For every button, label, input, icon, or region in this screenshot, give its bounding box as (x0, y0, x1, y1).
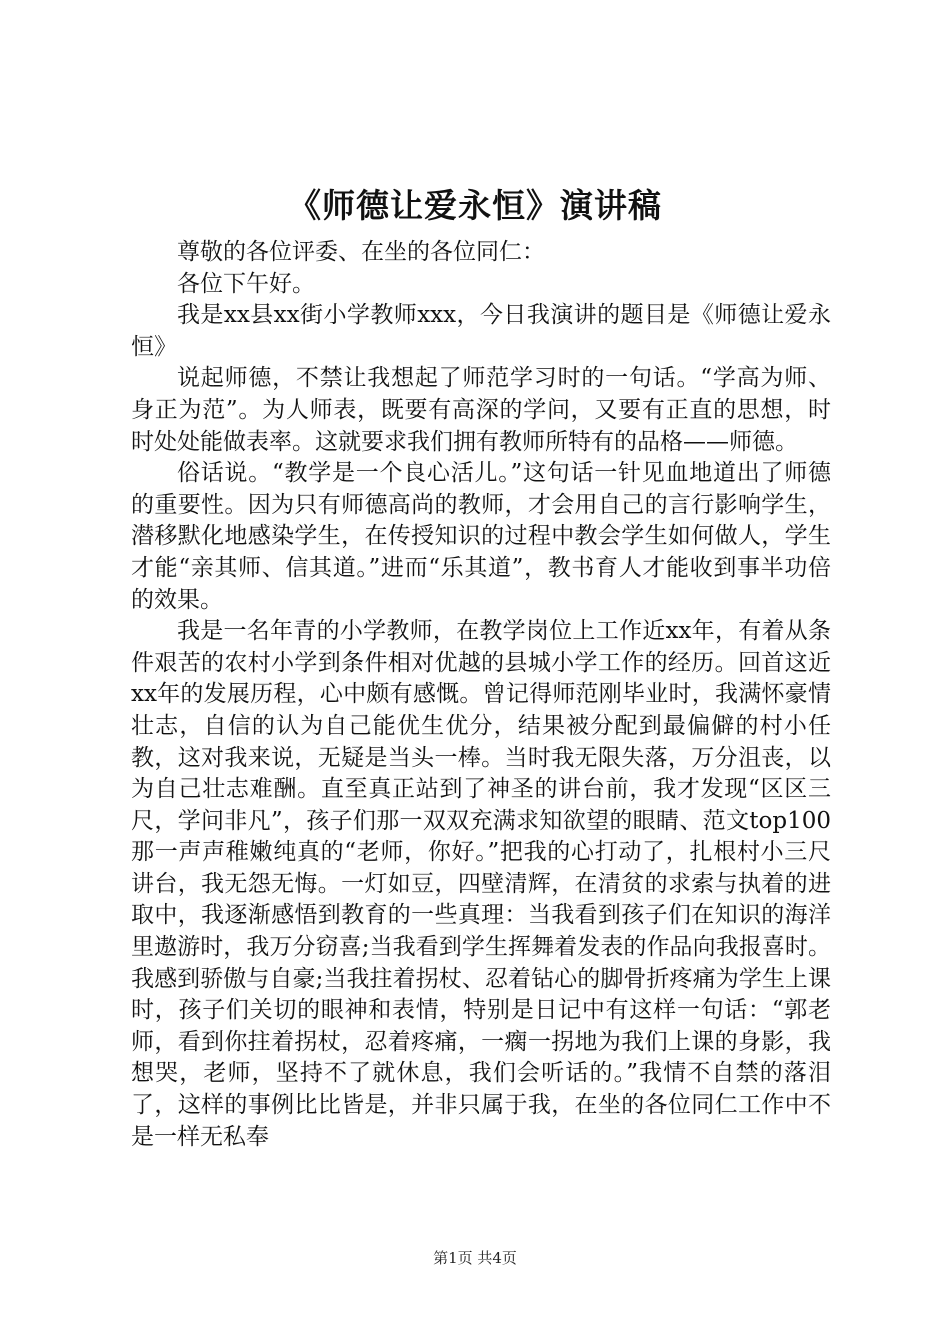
paragraph-proverb: 俗话说。“教学是一个良心活儿。”这句话一针见血地道出了师德的重要性。因为只有师德高尚的教师，才会用自己的言行影响学生，潜移默化地感染学生，在传授知识的过程中教会学生如何做人，学生才能“亲其师、信其道。”进而“乐其道”，教书育人才能收到事半功倍的效果。 (131, 460, 831, 613)
paragraph-greeting: 各位下午好。 (177, 270, 315, 297)
paragraph-experience: 我是一名年青的小学教师，在教学岗位上工作近xx年，有着从条件艰苦的农村小学到条件相对优越的县城小学工作的经历。回首这近xx年的发展历程，心中颇有感慨。曾记得师范刚毕业时，我满怀豪情壮志，自信的认为自己能优生优分，结果被分配到最偏僻的村小任教，这对我来说，无疑是当头一棒。当时我无限失落，万分沮丧，以为自己壮志难酬。直至真正站到了神圣的讲台前，我才发现“区区三尺，学问非凡”，孩子们那一双双充满求知欲望的眼睛、范文top100那一声声稚嫩纯真的“老师，你好。”把我的心打动了，扎根村小三尺讲台，我无怨无悔。一灯如豆，四壁清辉，在清贫的求索与执着的进取中，我逐渐感悟到教育的一些真理：当我看到孩子们在知识的海洋里遨游时，我万分窃喜;当我看到学生挥舞着发表的作品向我报喜时。我感到骄傲与自豪;当我拄着拐杖、忍着钻心的脚骨折疼痛为学生上课时，孩子们关切的眼神和表情，特别是日记中有这样一句话：“郭老师，看到你拄着拐杖，忍着疼痛，一瘸一拐地为我们上课的身影，我想哭，老师，坚持不了就休息，我们会听话的。”我情不自禁的落泪了，这样的事例比比皆是，并非只属于我，在坐的各位同仁工作中不是一样无私奉 (131, 618, 831, 1150)
paragraph-salutation: 尊敬的各位评委、在坐的各位同仁： (177, 239, 545, 265)
page-title: 《师德让爱永恒》演讲稿 (288, 186, 662, 225)
paragraph-teacher-ethics: 说起师德，不禁让我想起了师范学习时的一句话。“学高为师、身正为范”。为人师表，既要有高深的学问，又要有正直的思想，时时处处能做表率。这就要求我们拥有教师所特有的品格——师德。 (131, 365, 831, 455)
speech-body (131, 237, 831, 1153)
paragraph-introduction: 我是xx县xx街小学教师xxx，今日我演讲的题目是《师德让爱永恒》 (131, 302, 831, 360)
page-footer: 第1页 共4页 (433, 1249, 517, 1267)
